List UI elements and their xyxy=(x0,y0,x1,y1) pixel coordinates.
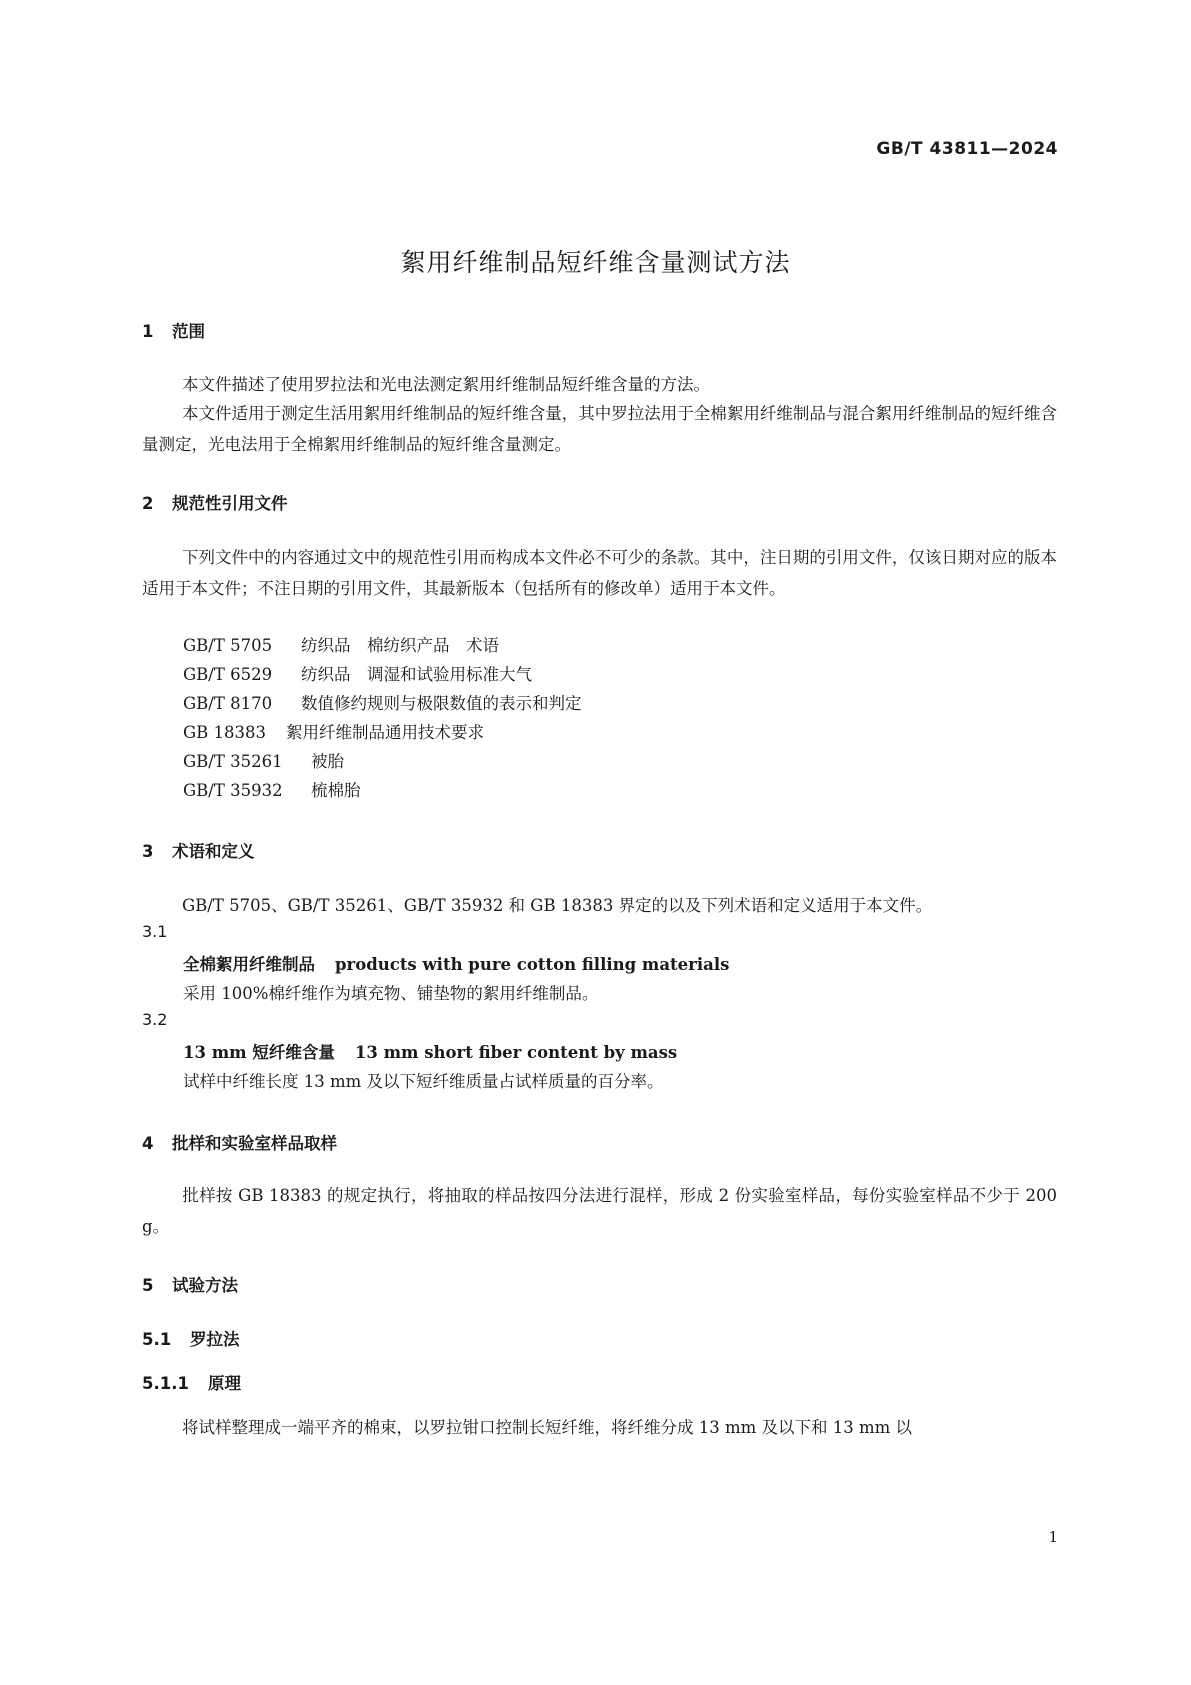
term-number: 3.2 xyxy=(142,1010,168,1029)
page-number: 1 xyxy=(1048,1528,1058,1546)
section-title: 罗拉法 xyxy=(190,1330,240,1349)
section-number: 4 xyxy=(142,1134,154,1153)
section-3-paragraph: GB/T 5705、GB/T 35261、GB/T 35932 和 GB 18383 界定的以及下列术语和定义适用于本文件。 xyxy=(182,896,933,915)
standard-code: GB/T 43811—2024 xyxy=(876,139,1058,159)
term-name: 全棉絮用纤维制品 products with pure cotton filling materials xyxy=(183,955,730,974)
section-number: 2 xyxy=(142,494,154,513)
section-title: 批样和实验室样品取样 xyxy=(172,1134,337,1153)
section-number: 1 xyxy=(142,322,154,341)
reference-item: GB/T 35261 被胎 xyxy=(183,752,344,771)
section-number: 5.1 xyxy=(142,1330,172,1349)
section-4-paragraph: 批样按 GB 18383 的规定执行，将抽取的样品按四分法进行混样，形成 2 份实验室样品，每份实验室样品不少于 200 g。 xyxy=(142,1186,1057,1236)
section-5-heading xyxy=(142,1272,238,1296)
reference-item: GB/T 6529 纺织品 调湿和试验用标准大气 xyxy=(183,665,532,684)
term-definition: 试样中纤维长度 13 mm 及以下短纤维质量占试样质量的百分率。 xyxy=(183,1072,664,1091)
section-5-1-1-heading xyxy=(142,1370,241,1394)
section-title: 术语和定义 xyxy=(172,842,255,861)
reference-item: GB/T 35932 梳棉胎 xyxy=(183,781,361,800)
term-definition: 采用 100%棉纤维作为填充物、铺垫物的絮用纤维制品。 xyxy=(183,984,599,1003)
document-title: 絮用纤维制品短纤维含量测试方法 xyxy=(400,248,791,277)
section-number: 3 xyxy=(142,842,154,861)
section-3-heading xyxy=(142,838,255,862)
section-1-heading xyxy=(142,318,205,342)
term-number: 3.1 xyxy=(142,922,168,941)
reference-item: GB 18383 絮用纤维制品通用技术要求 xyxy=(183,723,484,742)
section-4-heading xyxy=(142,1130,337,1154)
reference-item: GB/T 8170 数值修约规则与极限数值的表示和判定 xyxy=(183,694,582,713)
section-number: 5 xyxy=(142,1276,154,1295)
section-title: 范围 xyxy=(172,322,205,341)
reference-item: GB/T 5705 纺织品 棉纺织产品 术语 xyxy=(183,636,499,655)
section-title: 原理 xyxy=(208,1374,241,1393)
section-2-paragraph: 下列文件中的内容通过文中的规范性引用而构成本文件必不可少的条款。其中，注日期的引用文件，仅该日期对应的版本适用于本文件；不注日期的引用文件，其最新版本（包括所有的修改单）适用于本文件。 xyxy=(142,548,1057,598)
section-1-paragraph-2: 本文件适用于测定生活用絮用纤维制品的短纤维含量，其中罗拉法用于全棉絮用纤维制品与混合絮用纤维制品的短纤维含量测定，光电法用于全棉絮用纤维制品的短纤维含量测定。 xyxy=(142,404,1057,454)
section-number: 5.1.1 xyxy=(142,1374,189,1393)
section-title: 试验方法 xyxy=(172,1276,238,1295)
section-5-paragraph: 将试样整理成一端平齐的棉束，以罗拉钳口控制长短纤维，将纤维分成 13 mm 及以下和 13 mm 以 xyxy=(182,1418,913,1437)
section-title: 规范性引用文件 xyxy=(172,494,288,513)
term-name: 13 mm 短纤维含量 13 mm short fiber content by mass xyxy=(183,1043,678,1062)
section-1-paragraph-1: 本文件描述了使用罗拉法和光电法测定絮用纤维制品短纤维含量的方法。 xyxy=(182,375,710,394)
section-5-1-heading xyxy=(142,1326,240,1350)
section-2-heading xyxy=(142,490,288,514)
